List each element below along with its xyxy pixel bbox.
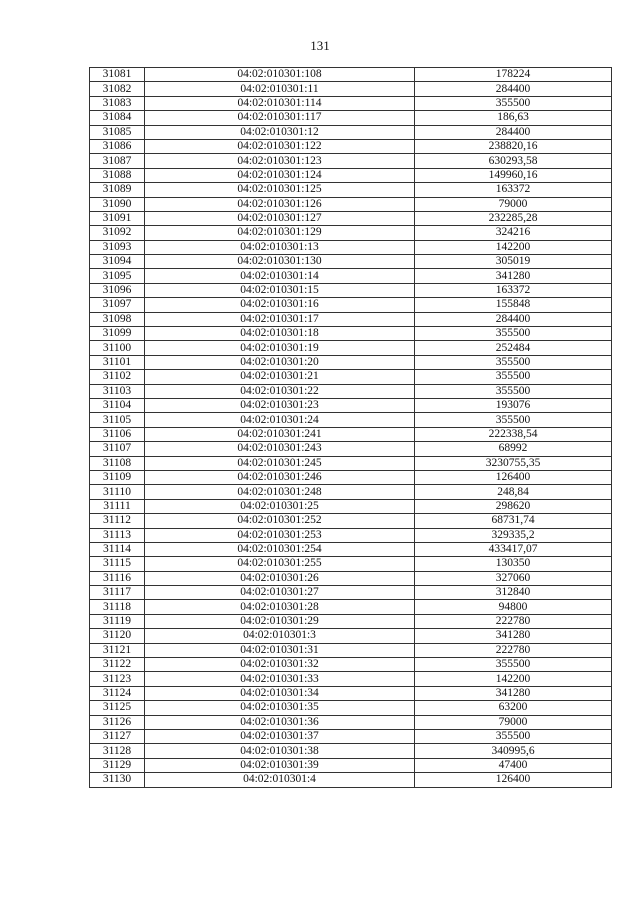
cadastral-number-cell: 04:02:010301:125 (145, 183, 415, 197)
table-row (90, 154, 612, 168)
value-cell: 222780 (415, 643, 612, 657)
cadastral-number-cell: 04:02:010301:241 (145, 427, 415, 441)
cadastral-number-cell: 04:02:010301:123 (145, 154, 415, 168)
table-row (90, 96, 612, 110)
value-cell: 163372 (415, 183, 612, 197)
value-cell: 63200 (415, 701, 612, 715)
value-cell: 355500 (415, 384, 612, 398)
row-number-cell: 31127 (90, 729, 145, 743)
table-row (90, 269, 612, 283)
row-number-cell: 31111 (90, 499, 145, 513)
table-row (90, 168, 612, 182)
row-number-cell: 31098 (90, 312, 145, 326)
table-row (90, 139, 612, 153)
row-number-cell: 31101 (90, 355, 145, 369)
cadastral-number-cell: 04:02:010301:18 (145, 327, 415, 341)
cadastral-number-cell: 04:02:010301:21 (145, 370, 415, 384)
table-row (90, 427, 612, 441)
table-row (90, 542, 612, 556)
row-number-cell: 31082 (90, 82, 145, 96)
cadastral-number-cell: 04:02:010301:126 (145, 197, 415, 211)
row-number-cell: 31118 (90, 600, 145, 614)
row-number-cell: 31120 (90, 629, 145, 643)
value-cell: 341280 (415, 269, 612, 283)
value-cell: 126400 (415, 773, 612, 787)
row-number-cell: 31088 (90, 168, 145, 182)
cadastral-number-cell: 04:02:010301:130 (145, 255, 415, 269)
row-number-cell: 31091 (90, 211, 145, 225)
cadastral-number-cell: 04:02:010301:37 (145, 729, 415, 743)
row-number-cell: 31105 (90, 413, 145, 427)
value-cell: 193076 (415, 398, 612, 412)
cadastral-number-cell: 04:02:010301:13 (145, 240, 415, 254)
row-number-cell: 31107 (90, 442, 145, 456)
cadastral-number-cell: 04:02:010301:127 (145, 211, 415, 225)
cadastral-value-table (89, 67, 612, 788)
table-row (90, 456, 612, 470)
table-row (90, 729, 612, 743)
cadastral-number-cell: 04:02:010301:27 (145, 586, 415, 600)
table-row (90, 82, 612, 96)
table-row (90, 355, 612, 369)
value-cell: 329335,2 (415, 528, 612, 542)
row-number-cell: 31092 (90, 226, 145, 240)
row-number-cell: 31123 (90, 672, 145, 686)
table-row (90, 370, 612, 384)
value-cell: 94800 (415, 600, 612, 614)
value-cell: 305019 (415, 255, 612, 269)
cadastral-number-cell: 04:02:010301:34 (145, 686, 415, 700)
table-row (90, 528, 612, 542)
value-cell: 284400 (415, 312, 612, 326)
row-number-cell: 31084 (90, 111, 145, 125)
value-cell: 222780 (415, 614, 612, 628)
cadastral-number-cell: 04:02:010301:253 (145, 528, 415, 542)
table-row (90, 514, 612, 528)
value-cell: 312840 (415, 586, 612, 600)
table-row (90, 413, 612, 427)
value-cell: 284400 (415, 82, 612, 96)
row-number-cell: 31126 (90, 715, 145, 729)
value-cell: 298620 (415, 499, 612, 513)
cadastral-number-cell: 04:02:010301:36 (145, 715, 415, 729)
row-number-cell: 31116 (90, 571, 145, 585)
value-cell: 433417,07 (415, 542, 612, 556)
cadastral-number-cell: 04:02:010301:246 (145, 470, 415, 484)
row-number-cell: 31090 (90, 197, 145, 211)
table-row (90, 240, 612, 254)
table-row (90, 211, 612, 225)
table-row (90, 686, 612, 700)
cadastral-number-cell: 04:02:010301:38 (145, 744, 415, 758)
row-number-cell: 31096 (90, 283, 145, 297)
table-row (90, 327, 612, 341)
value-cell: 355500 (415, 413, 612, 427)
value-cell: 340995,6 (415, 744, 612, 758)
cadastral-number-cell: 04:02:010301:3 (145, 629, 415, 643)
table-row (90, 442, 612, 456)
value-cell: 155848 (415, 298, 612, 312)
value-cell: 232285,28 (415, 211, 612, 225)
table-row (90, 701, 612, 715)
cadastral-number-cell: 04:02:010301:252 (145, 514, 415, 528)
value-cell: 186,63 (415, 111, 612, 125)
row-number-cell: 31106 (90, 427, 145, 441)
value-cell: 355500 (415, 658, 612, 672)
cadastral-number-cell: 04:02:010301:11 (145, 82, 415, 96)
row-number-cell: 31130 (90, 773, 145, 787)
row-number-cell: 31100 (90, 341, 145, 355)
cadastral-number-cell: 04:02:010301:17 (145, 312, 415, 326)
value-cell: 252484 (415, 341, 612, 355)
cadastral-number-cell: 04:02:010301:29 (145, 614, 415, 628)
cadastral-number-cell: 04:02:010301:108 (145, 68, 415, 82)
row-number-cell: 31121 (90, 643, 145, 657)
value-cell: 222338,54 (415, 427, 612, 441)
row-number-cell: 31124 (90, 686, 145, 700)
cadastral-number-cell: 04:02:010301:15 (145, 283, 415, 297)
cadastral-number-cell: 04:02:010301:14 (145, 269, 415, 283)
table-row (90, 586, 612, 600)
cadastral-number-cell: 04:02:010301:114 (145, 96, 415, 110)
table-row (90, 341, 612, 355)
table-row (90, 773, 612, 787)
cadastral-number-cell: 04:02:010301:254 (145, 542, 415, 556)
value-cell: 126400 (415, 470, 612, 484)
cadastral-number-cell: 04:02:010301:32 (145, 658, 415, 672)
value-cell: 355500 (415, 355, 612, 369)
row-number-cell: 31129 (90, 758, 145, 772)
cadastral-number-cell: 04:02:010301:26 (145, 571, 415, 585)
value-cell: 142200 (415, 672, 612, 686)
table-row (90, 614, 612, 628)
table-row (90, 744, 612, 758)
value-cell: 130350 (415, 557, 612, 571)
cadastral-number-cell: 04:02:010301:25 (145, 499, 415, 513)
row-number-cell: 31085 (90, 125, 145, 139)
row-number-cell: 31103 (90, 384, 145, 398)
table-row (90, 283, 612, 297)
row-number-cell: 31104 (90, 398, 145, 412)
cadastral-number-cell: 04:02:010301:124 (145, 168, 415, 182)
table-body (90, 68, 612, 788)
row-number-cell: 31114 (90, 542, 145, 556)
value-cell: 142200 (415, 240, 612, 254)
table-row (90, 557, 612, 571)
table-row (90, 571, 612, 585)
cadastral-number-cell: 04:02:010301:19 (145, 341, 415, 355)
value-cell: 324216 (415, 226, 612, 240)
value-cell: 79000 (415, 197, 612, 211)
value-cell: 149960,16 (415, 168, 612, 182)
row-number-cell: 31083 (90, 96, 145, 110)
row-number-cell: 31102 (90, 370, 145, 384)
cadastral-number-cell: 04:02:010301:255 (145, 557, 415, 571)
cadastral-number-cell: 04:02:010301:39 (145, 758, 415, 772)
cadastral-number-cell: 04:02:010301:12 (145, 125, 415, 139)
value-cell: 3230755,35 (415, 456, 612, 470)
table-row (90, 715, 612, 729)
row-number-cell: 31086 (90, 139, 145, 153)
page-number: 131 (310, 38, 330, 53)
cadastral-number-cell: 04:02:010301:245 (145, 456, 415, 470)
value-cell: 355500 (415, 327, 612, 341)
cadastral-number-cell: 04:02:010301:31 (145, 643, 415, 657)
row-number-cell: 31109 (90, 470, 145, 484)
table-row (90, 183, 612, 197)
table-row (90, 312, 612, 326)
value-cell: 355500 (415, 370, 612, 384)
table-row (90, 226, 612, 240)
cadastral-number-cell: 04:02:010301:23 (145, 398, 415, 412)
row-number-cell: 31097 (90, 298, 145, 312)
row-number-cell: 31125 (90, 701, 145, 715)
table-row (90, 758, 612, 772)
row-number-cell: 31094 (90, 255, 145, 269)
row-number-cell: 31110 (90, 485, 145, 499)
table-row (90, 600, 612, 614)
table-row (90, 658, 612, 672)
table-row (90, 470, 612, 484)
row-number-cell: 31117 (90, 586, 145, 600)
value-cell: 79000 (415, 715, 612, 729)
row-number-cell: 31093 (90, 240, 145, 254)
table-row (90, 672, 612, 686)
cadastral-number-cell: 04:02:010301:22 (145, 384, 415, 398)
value-cell: 248,84 (415, 485, 612, 499)
table-row (90, 384, 612, 398)
cadastral-number-cell: 04:02:010301:20 (145, 355, 415, 369)
cadastral-number-cell: 04:02:010301:4 (145, 773, 415, 787)
cadastral-number-cell: 04:02:010301:35 (145, 701, 415, 715)
row-number-cell: 31087 (90, 154, 145, 168)
cadastral-number-cell: 04:02:010301:243 (145, 442, 415, 456)
row-number-cell: 31128 (90, 744, 145, 758)
row-number-cell: 31095 (90, 269, 145, 283)
value-cell: 68992 (415, 442, 612, 456)
table-row (90, 125, 612, 139)
cadastral-number-cell: 04:02:010301:122 (145, 139, 415, 153)
value-cell: 341280 (415, 629, 612, 643)
value-cell: 327060 (415, 571, 612, 585)
cadastral-number-cell: 04:02:010301:129 (145, 226, 415, 240)
row-number-cell: 31113 (90, 528, 145, 542)
cadastral-number-cell: 04:02:010301:28 (145, 600, 415, 614)
row-number-cell: 31119 (90, 614, 145, 628)
table-row (90, 499, 612, 513)
row-number-cell: 31099 (90, 327, 145, 341)
cadastral-number-cell: 04:02:010301:248 (145, 485, 415, 499)
cadastral-number-cell: 04:02:010301:117 (145, 111, 415, 125)
row-number-cell: 31112 (90, 514, 145, 528)
value-cell: 630293,58 (415, 154, 612, 168)
value-cell: 355500 (415, 729, 612, 743)
cadastral-number-cell: 04:02:010301:24 (145, 413, 415, 427)
row-number-cell: 31122 (90, 658, 145, 672)
value-cell: 68731,74 (415, 514, 612, 528)
table-row (90, 298, 612, 312)
row-number-cell: 31108 (90, 456, 145, 470)
value-cell: 284400 (415, 125, 612, 139)
table-row (90, 197, 612, 211)
value-cell: 355500 (415, 96, 612, 110)
table-row (90, 643, 612, 657)
table-row (90, 629, 612, 643)
row-number-cell: 31081 (90, 68, 145, 82)
table-row (90, 398, 612, 412)
value-cell: 238820,16 (415, 139, 612, 153)
table-row (90, 111, 612, 125)
value-cell: 163372 (415, 283, 612, 297)
table-row (90, 485, 612, 499)
table-row (90, 68, 612, 82)
row-number-cell: 31089 (90, 183, 145, 197)
value-cell: 341280 (415, 686, 612, 700)
row-number-cell: 31115 (90, 557, 145, 571)
table-row (90, 255, 612, 269)
value-cell: 178224 (415, 68, 612, 82)
cadastral-number-cell: 04:02:010301:16 (145, 298, 415, 312)
cadastral-number-cell: 04:02:010301:33 (145, 672, 415, 686)
value-cell: 47400 (415, 758, 612, 772)
